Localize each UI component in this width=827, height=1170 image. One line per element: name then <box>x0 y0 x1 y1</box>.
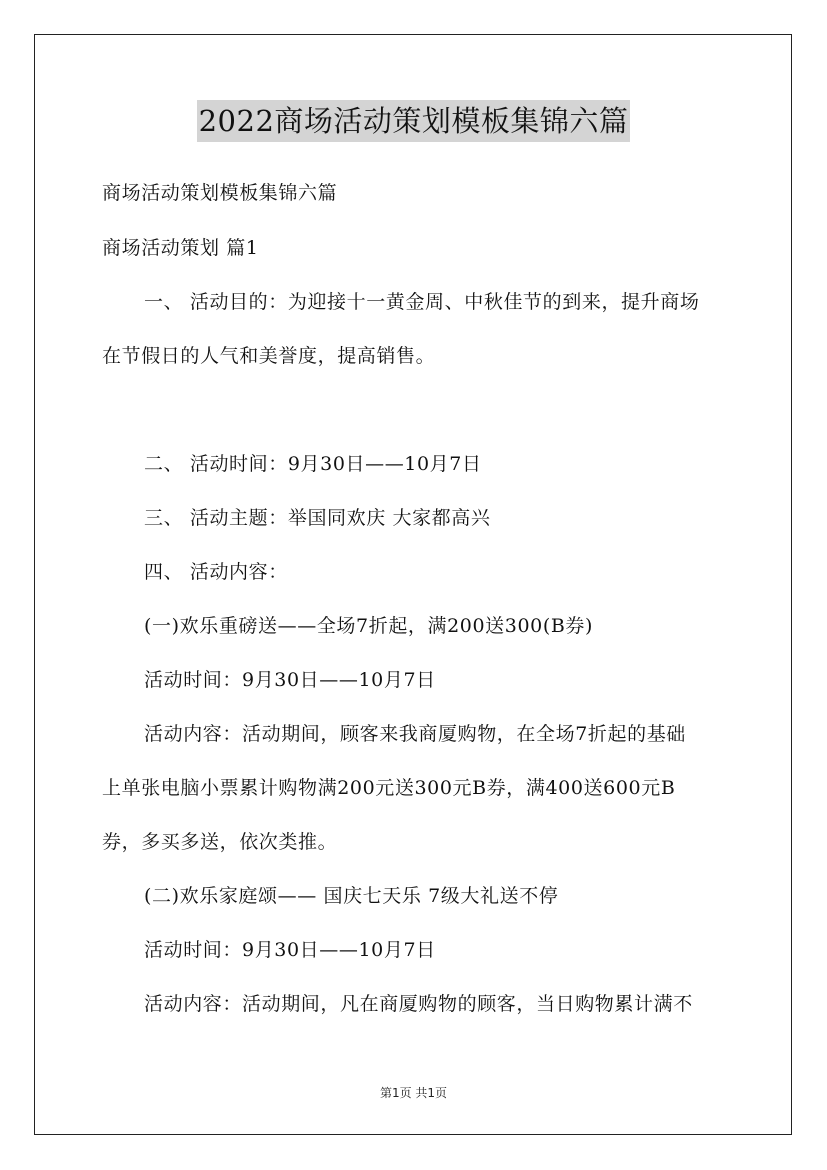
paragraph-line: 上单张电脑小票累计购物满200元送300元B券，满400送600元B <box>102 777 676 799</box>
paragraph-line: 一、 活动目的：为迎接十一黄金周、中秋佳节的到来，提升商场 <box>144 291 700 313</box>
paragraph-line: 券，多买多送，依次类推。 <box>102 831 338 853</box>
paragraph-line: 二、 活动时间：9月30日——10月7日 <box>144 453 482 475</box>
paragraph-line: (一)欢乐重磅送——全场7折起，满200送300(B券) <box>144 615 594 637</box>
paragraph-line: 活动内容：活动期间，顾客来我商厦购物，在全场7折起的基础 <box>144 723 686 745</box>
paragraph-line: 四、 活动内容： <box>144 561 288 583</box>
page-footer: 第1页 共1页 <box>379 1086 448 1100</box>
paragraph-subtitle: 商场活动策划模板集锦六篇 <box>102 182 338 204</box>
paragraph-section-heading: 商场活动策划 篇1 <box>102 237 259 259</box>
document-title: 2022商场活动策划模板集锦六篇 <box>197 100 631 142</box>
paragraph-line: (二)欢乐家庭颂—— 国庆七天乐 7级大礼送不停 <box>144 885 559 907</box>
paragraph-line: 活动内容：活动期间，凡在商厦购物的顾客，当日购物累计满不 <box>144 993 693 1015</box>
paragraph-line: 活动时间：9月30日——10月7日 <box>144 669 436 691</box>
paragraph-line: 活动时间：9月30日——10月7日 <box>144 939 436 961</box>
paragraph-line: 在节假日的人气和美誉度，提高销售。 <box>102 345 436 367</box>
title-container <box>0 100 827 142</box>
paragraph-line: 三、 活动主题：举国同欢庆 大家都高兴 <box>144 507 491 529</box>
